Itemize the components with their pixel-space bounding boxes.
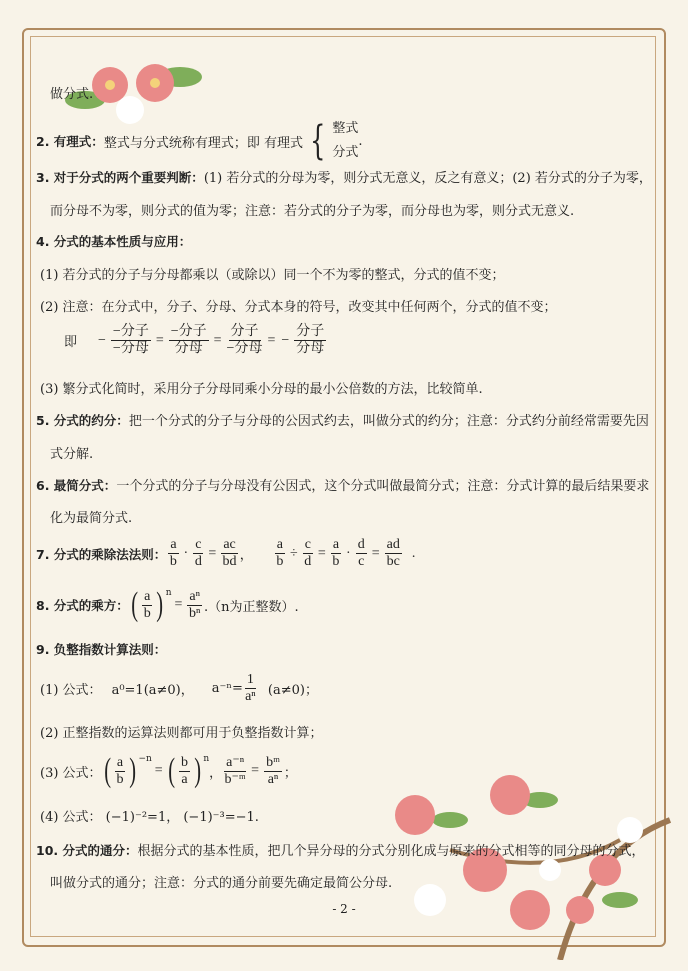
denominator: 分母 <box>174 341 203 356</box>
item-label: 5. 分式的约分： <box>36 412 129 428</box>
item-label: 7. 分式的乘除法法则： <box>36 546 167 562</box>
denominator: d <box>304 554 312 569</box>
numerator: −分子 <box>112 324 149 339</box>
numerator: 1 <box>246 672 254 687</box>
text: (1) 公式： <box>40 683 102 698</box>
item-text: 一个分式的分子与分母没有公因式，这个分式叫做最简分式；注意：分式计算的最后结果要求 <box>116 479 650 494</box>
denominator: b <box>143 605 151 621</box>
op: = <box>213 332 222 348</box>
fraction <box>221 537 237 570</box>
op: ， <box>239 548 253 563</box>
text: (a≠0)； <box>267 683 318 698</box>
fraction <box>294 324 326 357</box>
item-6 <box>36 475 649 494</box>
item-4 <box>36 232 191 250</box>
denominator: b⁻ᵐ <box>224 771 246 787</box>
brace-option: 分式 <box>332 145 359 160</box>
fraction <box>115 755 125 788</box>
op: · <box>183 545 189 561</box>
op: = <box>371 545 380 561</box>
denominator: bc <box>386 554 400 569</box>
fraction <box>275 537 285 570</box>
denominator: b <box>116 771 124 787</box>
formula-line: (3) 公式： ( $\frac{a}{b}$ ) $^{-n}$ = ( $\frac{b}{a}$ ) $^n$ ， $\frac{\text{a⁻ⁿ}}{\text{b⁻ᵐ}}$ = $\frac{\text{bᵐ}}{\text{aⁿ}}$ ； <box>40 752 297 789</box>
op: = <box>317 545 326 561</box>
text-line: 做分式. <box>50 87 94 102</box>
item-text: 把一个分式的分子与分母的公因式约去，叫做分式的约分；注意：分式约分前经常需要先因 <box>128 414 649 429</box>
exponent: n <box>165 588 172 598</box>
text-line: (3) 繁分式化简时，采用分子分母同乘小分母的最小公倍数的方法，比较简单. <box>40 382 483 397</box>
fraction <box>245 672 256 705</box>
numerator: c <box>304 537 311 552</box>
numerator: a <box>276 537 283 552</box>
fraction <box>168 537 178 570</box>
formula: a⁻ⁿ= <box>211 681 243 696</box>
fraction <box>224 755 246 788</box>
numerator: −分子 <box>170 324 207 339</box>
fraction <box>187 589 202 622</box>
brace-option: 整式 <box>332 121 359 136</box>
numerator: a <box>144 588 151 604</box>
op: = <box>267 332 276 348</box>
denominator: aⁿ <box>267 771 279 787</box>
item-5 <box>36 410 649 429</box>
op: = <box>174 597 183 612</box>
item-text: 根据分式的基本性质，把几个异分母的分式分别化成与原来的分式相等的同分母的分式， <box>137 844 645 859</box>
numerator: b <box>181 754 189 770</box>
fraction <box>264 755 282 788</box>
denominator: −分母 <box>226 341 263 356</box>
item-text: (1) 若分式的分母为零，则分式无意义，反之有意义；(2) 若分式的分子为零， <box>203 171 652 186</box>
page-number: - 2 - <box>332 902 356 916</box>
denominator: 分母 <box>296 341 325 356</box>
op: = <box>251 763 260 778</box>
denominator: d <box>194 554 202 569</box>
fraction <box>303 537 313 570</box>
sign-rule-formula <box>64 324 328 357</box>
period: . <box>358 133 363 149</box>
text-line: (2) 注意：在分式中，分子、分母、分式本身的符号，改变其中任何两个，分式的值不变； <box>40 300 557 315</box>
numerator: aⁿ <box>189 588 201 604</box>
op: − <box>281 332 290 348</box>
op: ； <box>283 765 297 781</box>
text-line: 化为最简分式. <box>50 511 133 526</box>
brace-icon: { <box>310 118 326 164</box>
item-7 <box>36 537 418 570</box>
denominator: c <box>358 554 365 569</box>
op: = <box>154 763 163 778</box>
denominator: bⁿ <box>188 605 201 621</box>
item-text: 整式与分式统称有理式；即 有理式 <box>103 135 303 151</box>
numerator: 分子 <box>230 324 259 339</box>
denominator: b <box>276 554 284 569</box>
text-line: (4) 公式： (−1)⁻²=1， (−1)⁻³=−1. <box>40 810 259 825</box>
numerator: 分子 <box>296 324 325 339</box>
numerator: c <box>195 537 202 552</box>
numerator: a⁻ⁿ <box>226 754 245 770</box>
item-label: 9. 负整指数计算法则： <box>36 642 167 657</box>
op: . <box>411 545 416 561</box>
formula: a⁰=1(a≠0)， <box>111 683 194 698</box>
denominator: aⁿ <box>245 689 256 704</box>
formula-line <box>40 672 318 705</box>
numerator: d <box>357 537 365 552</box>
item-label: 6. 最简分式： <box>36 477 117 493</box>
item-9 <box>36 640 166 658</box>
denominator: b <box>169 554 177 569</box>
fraction <box>142 589 152 622</box>
text-line: (2) 正整指数的运算法则都可用于负整指数计算； <box>40 726 323 741</box>
op: · <box>346 545 351 561</box>
text: (3) 公式： <box>40 765 102 781</box>
op: = <box>208 545 217 561</box>
numerator: a <box>170 537 177 552</box>
text-line: 叫做分式的通分；注意：分式的通分前要先确定最简公分母. <box>50 876 393 891</box>
fraction <box>356 537 367 570</box>
item-label: 8. 分式的乘方： <box>36 598 129 613</box>
op: = <box>155 332 164 348</box>
item-10 <box>36 840 645 859</box>
numerator: a <box>116 754 124 770</box>
fraction <box>179 755 190 788</box>
numerator: bᵐ <box>266 754 280 770</box>
item-label: 4. 分式的基本性质与应用： <box>36 234 192 249</box>
numerator: ac <box>223 537 236 552</box>
fraction <box>385 537 402 570</box>
fraction <box>169 324 209 357</box>
text: 即 <box>64 335 78 350</box>
fraction <box>193 537 203 570</box>
numerator: a <box>332 537 340 552</box>
op: ， <box>209 765 223 781</box>
text-line: 而分母不为零，则分式的值为零；注意：若分式的分子为零，而分母也为零，则分式无意义. <box>50 204 575 219</box>
denominator: bd <box>222 554 237 569</box>
flower-branch-decoration-icon <box>390 760 680 960</box>
fraction <box>111 324 151 357</box>
denominator: b <box>332 554 340 569</box>
op: ÷ <box>290 545 298 561</box>
item-label: 3. 对于分式的两个重要判断： <box>36 169 204 185</box>
item-8: 8. 分式的乘方： ( $\frac{a}{b}$ ) $^n$ = $\frac{\text{aⁿ}}{\text{bⁿ}}$ .（n为正整数）. <box>36 586 299 623</box>
numerator: ad <box>386 537 400 552</box>
item-label: 10. 分式的通分： <box>36 842 138 858</box>
item-2 <box>36 117 363 165</box>
text-line: 式分解. <box>50 447 94 462</box>
op: − <box>98 332 106 348</box>
item-label: 2. 有理式： <box>36 134 104 149</box>
denominator: a <box>181 771 188 787</box>
fraction <box>227 324 263 357</box>
text-line: (1) 若分式的分子与分母都乘以（或除以）同一个不为零的整式，分式的值不变； <box>40 268 505 283</box>
exponent: n <box>203 754 210 764</box>
item-3 <box>36 167 652 186</box>
note: .（n为正整数）. <box>204 599 299 615</box>
fraction <box>331 537 341 570</box>
exponent: −n <box>138 754 152 764</box>
denominator: −分母 <box>112 341 149 356</box>
